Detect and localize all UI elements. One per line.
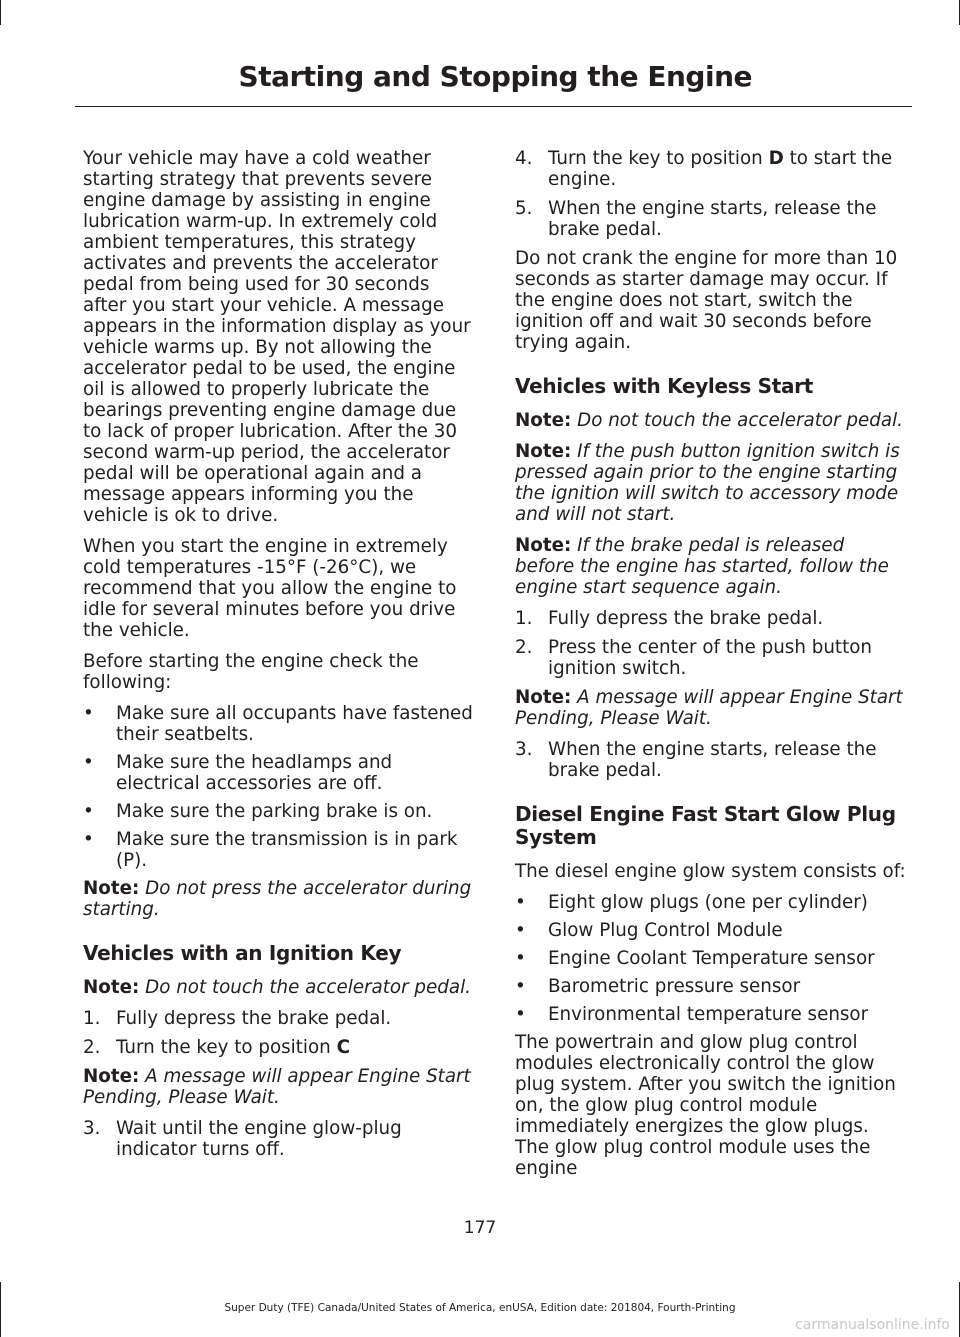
note: Note: If the brake pedal is released before the engine has started, follow the engine start sequence again. — [515, 535, 889, 598]
step-item: 2. Turn the key to position C — [83, 1037, 351, 1058]
diesel-description: The powertrain and glow plug control modules electronically control the glow plug system. After you switch the ignition on, the glow plug control module immediately energizes the glow plugs. The glow plug control module uses the engine — [515, 1032, 896, 1179]
note: Note: A message will appear Engine Start Pending, Please Wait. — [83, 1066, 471, 1108]
bullet-icon: • — [83, 703, 94, 724]
crank-warning-paragraph: Do not crank the engine for more than 10 seconds as starter damage may occur. If the engine does not start, switch the ignition off and wait 30 seconds before trying again. — [515, 248, 898, 353]
right-column — [515, 148, 907, 1189]
bullet-icon: • — [515, 920, 526, 941]
note: Note: A message will appear Engine Start Pending, Please Wait. — [515, 687, 903, 729]
bullet-icon: • — [515, 976, 526, 997]
bullet-icon: • — [515, 892, 526, 913]
step-item: 1. Fully depress the brake pedal. — [515, 608, 824, 629]
bullet-icon: • — [83, 752, 94, 773]
bullet-icon: • — [515, 1004, 526, 1025]
list-item: • Glow Plug Control Module — [515, 920, 783, 941]
list-item: • Make sure the transmission is in park (P). — [83, 829, 458, 871]
section-heading-keyless-start: Vehicles with Keyless Start — [515, 374, 814, 398]
list-item: • Make sure the parking brake is on. — [83, 801, 433, 822]
section-heading-diesel-glow-plug: Diesel Engine Fast Start Glow Plug System — [515, 802, 896, 849]
list-item: • Make sure all occupants have fastened their seatbelts. — [83, 703, 473, 745]
intro-paragraph: Your vehicle may have a cold weather starting strategy that prevents severe engine damage by assisting in engine lubrication warm-up. In extremely cold ambient temperatures, this strategy activates and prevents the accelerator pedal from being used for 30 seconds after you start your vehicle. A message appears in the information display as your vehicle warms up. By not allowing the accelerator pedal to be used, the engine oil is allowed to properly lubricate the bearings preventing engine damage due to lack of proper lubrication. After the 30 second warm-up period, the accelerator pedal will be operational again and a message appears informing you the vehicle is ok to drive. — [83, 148, 471, 526]
list-item: • Engine Coolant Temperature sensor — [515, 948, 875, 969]
section-heading-ignition-key: Vehicles with an Ignition Key — [83, 941, 402, 965]
checklist-intro: Before starting the engine check the following: — [83, 651, 419, 693]
edition-footer: Super Duty (TFE) Canada/United States of America, enUSA, Edition date: 201804, Fourth-Printing — [224, 1302, 736, 1314]
note: Note: Do not press the accelerator during starting. — [83, 878, 472, 920]
step-item: 2. Press the center of the push button ignition switch. — [515, 637, 873, 679]
list-item: • Environmental temperature sensor — [515, 1004, 869, 1025]
list-item: • Eight glow plugs (one per cylinder) — [515, 892, 868, 913]
step-item: 5. When the engine starts, release the brake pedal. — [515, 198, 877, 240]
list-item: • Barometric pressure sensor — [515, 976, 801, 997]
note: Note: Do not touch the accelerator pedal. — [83, 977, 471, 998]
header-rule — [75, 106, 912, 107]
crop-mark-top-left-v — [0, 0, 1, 25]
list-item: • Make sure the headlamps and electrical accessories are off. — [83, 752, 393, 794]
diesel-intro: The diesel engine glow system consists of: — [515, 861, 906, 882]
step-item: 3. When the engine starts, release the brake pedal. — [515, 739, 877, 781]
note: Note: If the push button ignition switch is pressed again prior to the engine starting the ignition will switch to accessory mode and will not start. — [515, 441, 900, 525]
bullet-icon: • — [515, 948, 526, 969]
page-title: Starting and Stopping the Engine — [238, 60, 752, 93]
step-item: 3. Wait until the engine glow-plug indicator turns off. — [83, 1118, 402, 1160]
bullet-icon: • — [83, 829, 94, 850]
bullet-icon: • — [83, 801, 94, 822]
watermark: carmanualsonline.info — [795, 1317, 950, 1333]
page-number: 177 — [463, 1218, 497, 1238]
left-column — [83, 148, 475, 1168]
step-item: 4. Turn the key to position D to start the engine. — [515, 148, 893, 190]
note: Note: Do not touch the accelerator pedal. — [515, 410, 903, 431]
cold-temperature-paragraph: When you start the engine in extremely cold temperatures -15°F (-26°C), we recommend that you allow the engine to idle for several minutes before you drive the vehicle. — [83, 536, 457, 641]
step-item: 1. Fully depress the brake pedal. — [83, 1008, 392, 1029]
